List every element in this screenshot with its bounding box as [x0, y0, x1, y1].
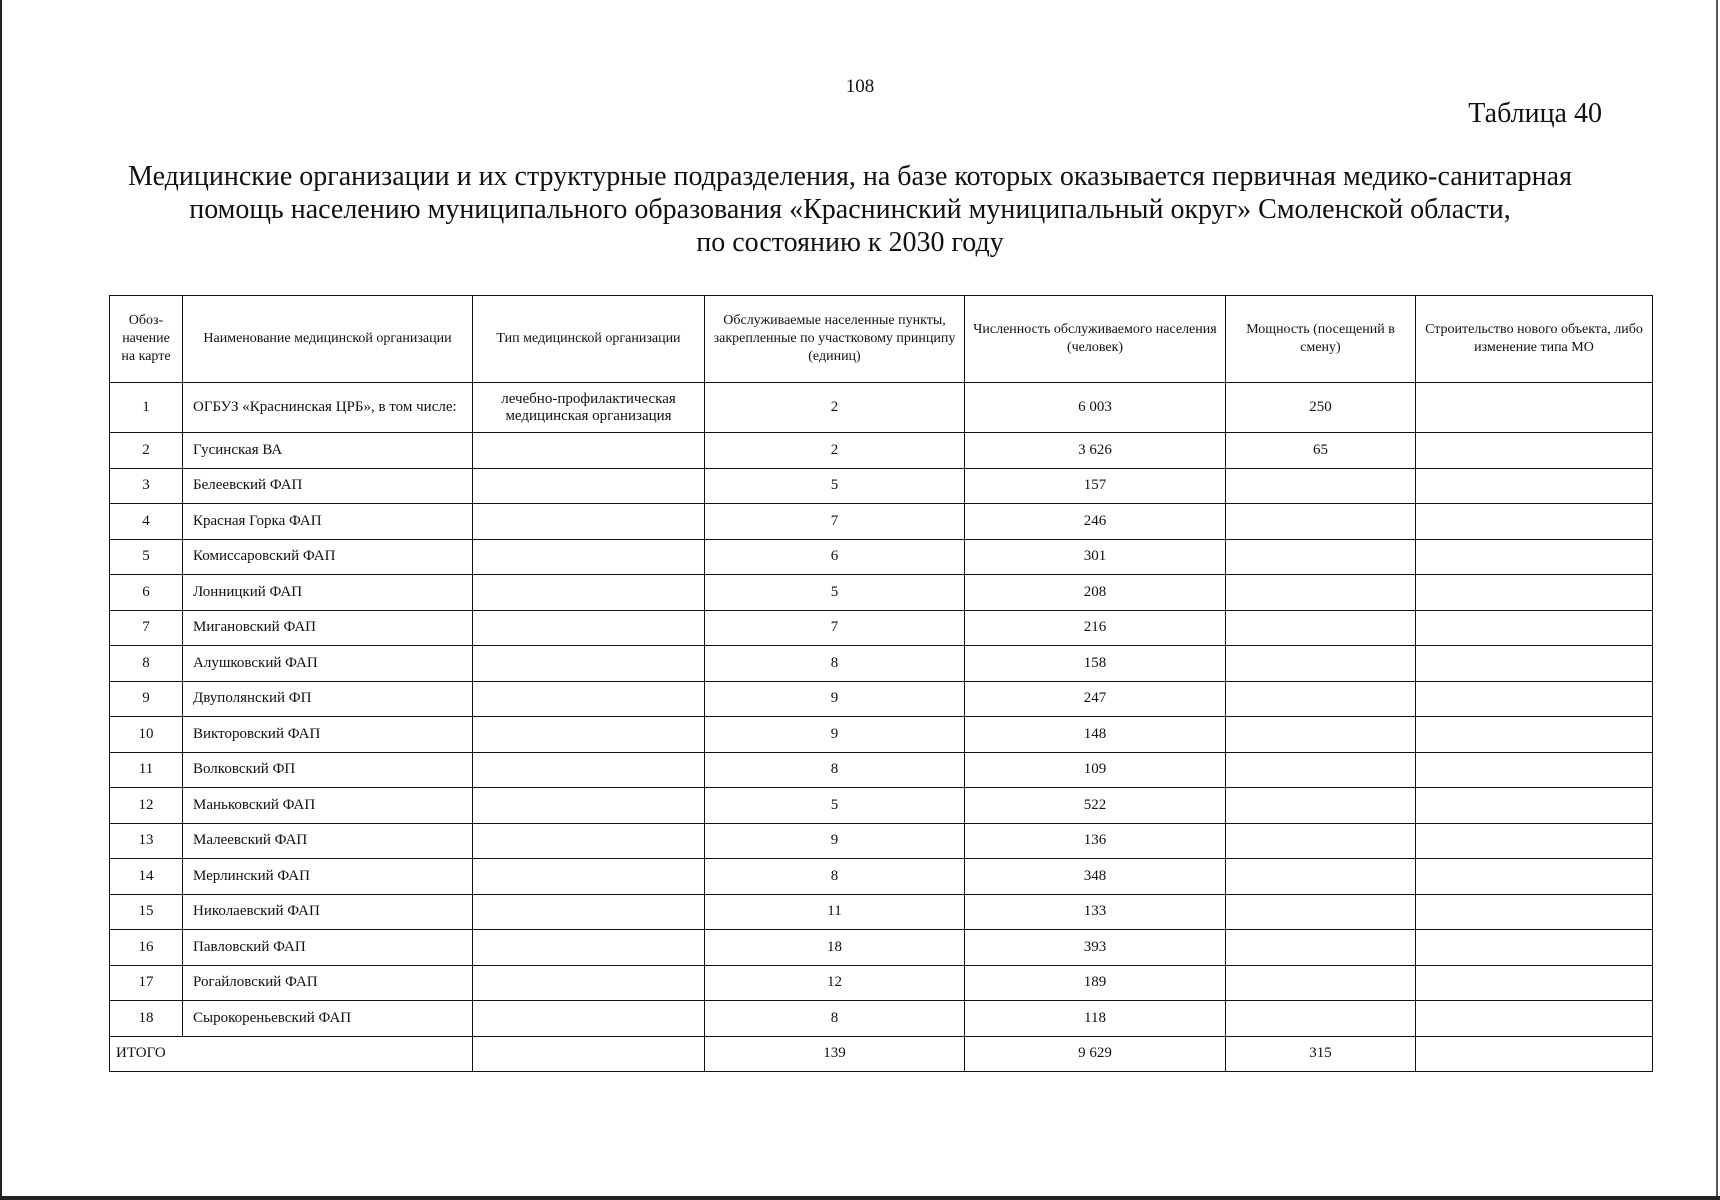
table-label: Таблица 40	[1468, 98, 1602, 129]
row-organization-type	[473, 859, 705, 895]
row-capacity	[1226, 859, 1416, 895]
row-organization-name: Миган​овский ФАП	[183, 610, 473, 646]
table-total-row	[110, 1036, 1653, 1072]
row-construction	[1416, 752, 1653, 788]
table-row	[110, 859, 1653, 895]
row-organization-name: ОГБУЗ «Краснинская ЦРБ», в том числе:	[183, 383, 473, 433]
table-row	[110, 717, 1653, 753]
row-capacity: 65	[1226, 433, 1416, 469]
row-capacity	[1226, 539, 1416, 575]
row-number: 6	[110, 575, 183, 611]
row-capacity	[1226, 717, 1416, 753]
row-served-settlements: 12	[705, 965, 965, 1001]
row-construction	[1416, 575, 1653, 611]
row-organization-name: Лонницкий ФАП	[183, 575, 473, 611]
row-capacity	[1226, 610, 1416, 646]
row-organization-name: Красная Горка ФАП	[183, 504, 473, 540]
row-capacity	[1226, 752, 1416, 788]
table-row	[110, 575, 1653, 611]
row-number: 14	[110, 859, 183, 895]
table-row	[110, 383, 1653, 433]
row-capacity	[1226, 788, 1416, 824]
row-number: 8	[110, 646, 183, 682]
row-served-population: 216	[965, 610, 1226, 646]
row-organization-name: Комиссаровский ФАП	[183, 539, 473, 575]
row-organization-name: Двуполянский ФП	[183, 681, 473, 717]
row-organization-type	[473, 930, 705, 966]
row-organization-name: Волковский ФП	[183, 752, 473, 788]
row-construction	[1416, 859, 1653, 895]
row-construction	[1416, 504, 1653, 540]
row-organization-type	[473, 646, 705, 682]
row-capacity	[1226, 823, 1416, 859]
row-organization-name: Рогайловский ФАП	[183, 965, 473, 1001]
header-served-settlements: Обслуживаемые населенные пункты, закрепленные по участковому принципу (единиц)	[705, 296, 965, 383]
total-capacity: 315	[1226, 1036, 1416, 1072]
row-organization-type	[473, 433, 705, 469]
row-served-settlements: 18	[705, 930, 965, 966]
row-construction	[1416, 610, 1653, 646]
row-served-population: 246	[965, 504, 1226, 540]
row-construction	[1416, 681, 1653, 717]
row-construction	[1416, 965, 1653, 1001]
row-number: 17	[110, 965, 183, 1001]
table-row	[110, 433, 1653, 469]
row-number: 13	[110, 823, 183, 859]
row-served-population: 247	[965, 681, 1226, 717]
table-row	[110, 930, 1653, 966]
row-organization-type	[473, 965, 705, 1001]
row-number: 18	[110, 1001, 183, 1037]
row-served-population: 208	[965, 575, 1226, 611]
row-organization-name: Павловский ФАП	[183, 930, 473, 966]
table-header-row	[110, 296, 1653, 383]
scan-edge-left	[0, 0, 2, 1200]
medical-organizations-table	[109, 295, 1653, 1072]
row-organization-name: Николаевский ФАП	[183, 894, 473, 930]
scan-edge-bottom	[0, 1196, 1720, 1200]
row-construction	[1416, 539, 1653, 575]
row-capacity	[1226, 646, 1416, 682]
row-organization-type	[473, 610, 705, 646]
row-construction	[1416, 646, 1653, 682]
row-construction	[1416, 1001, 1653, 1037]
table-row	[110, 894, 1653, 930]
row-capacity	[1226, 504, 1416, 540]
row-organization-type	[473, 752, 705, 788]
table-row	[110, 681, 1653, 717]
row-organization-name: Мерлинский ФАП	[183, 859, 473, 895]
row-organization-type	[473, 504, 705, 540]
row-organization-type	[473, 681, 705, 717]
row-served-population: 348	[965, 859, 1226, 895]
row-construction	[1416, 383, 1653, 433]
row-served-population: 133	[965, 894, 1226, 930]
row-number: 2	[110, 433, 183, 469]
row-number: 11	[110, 752, 183, 788]
row-organization-name: Викторовский ФАП	[183, 717, 473, 753]
total-population: 9 629	[965, 1036, 1226, 1072]
row-number: 7	[110, 610, 183, 646]
row-served-settlements: 5	[705, 468, 965, 504]
row-number: 12	[110, 788, 183, 824]
row-served-settlements: 9	[705, 717, 965, 753]
row-construction	[1416, 717, 1653, 753]
row-served-settlements: 5	[705, 788, 965, 824]
row-organization-type	[473, 894, 705, 930]
row-capacity	[1226, 1001, 1416, 1037]
row-capacity	[1226, 468, 1416, 504]
row-served-population: 158	[965, 646, 1226, 682]
total-construction	[1416, 1036, 1653, 1072]
row-organization-type	[473, 717, 705, 753]
row-served-settlements: 2	[705, 383, 965, 433]
row-served-population: 393	[965, 930, 1226, 966]
row-capacity	[1226, 930, 1416, 966]
row-construction	[1416, 468, 1653, 504]
row-served-settlements: 8	[705, 752, 965, 788]
table-body	[110, 383, 1653, 1037]
title-line-1: Медицинские организации и их структурные подразделения, на базе которых оказывается первичная медико-санитарная	[128, 161, 1572, 192]
row-organization-name: Гусинская ВА	[183, 433, 473, 469]
title-line-3: по состоянию к 2030 году	[696, 227, 1004, 258]
row-served-population: 148	[965, 717, 1226, 753]
row-served-population: 157	[965, 468, 1226, 504]
row-served-settlements: 7	[705, 610, 965, 646]
row-served-population: 109	[965, 752, 1226, 788]
row-construction	[1416, 823, 1653, 859]
row-served-population: 136	[965, 823, 1226, 859]
header-organization-name: Наименование медицинской организации	[183, 296, 473, 383]
row-served-settlements: 8	[705, 1001, 965, 1037]
table-row	[110, 823, 1653, 859]
table-row	[110, 610, 1653, 646]
row-organization-type	[473, 1001, 705, 1037]
header-served-population: Численность обслуживаемого населения (человек)	[965, 296, 1226, 383]
row-organization-type	[473, 823, 705, 859]
total-type	[473, 1036, 705, 1072]
row-organization-type	[473, 788, 705, 824]
row-organization-name: Маньковский ФАП	[183, 788, 473, 824]
document-title	[100, 160, 1600, 259]
row-organization-type: лечебно-профилактическая медицинская организация	[473, 383, 705, 433]
table-row	[110, 646, 1653, 682]
row-organization-type	[473, 575, 705, 611]
row-organization-name: Белеевский ФАП	[183, 468, 473, 504]
row-served-settlements: 8	[705, 646, 965, 682]
table-row	[110, 965, 1653, 1001]
row-number: 9	[110, 681, 183, 717]
header-map-designation: Обоз-начение на карте	[110, 296, 183, 383]
row-served-settlements: 8	[705, 859, 965, 895]
row-organization-name: Сырокореньевский ФАП	[183, 1001, 473, 1037]
row-served-population: 522	[965, 788, 1226, 824]
row-served-settlements: 7	[705, 504, 965, 540]
table-row	[110, 468, 1653, 504]
row-organization-name: Алушковский ФАП	[183, 646, 473, 682]
header-organization-type: Тип медицинской организации	[473, 296, 705, 383]
title-line-2: помощь населению муниципального образования «Краснинский муниципальный округ» Смоленской области,	[189, 194, 1511, 225]
scan-edge-right	[1716, 0, 1718, 1196]
row-served-settlements: 9	[705, 823, 965, 859]
row-served-population: 301	[965, 539, 1226, 575]
row-capacity: 250	[1226, 383, 1416, 433]
row-organization-type	[473, 539, 705, 575]
table-row	[110, 504, 1653, 540]
row-construction	[1416, 788, 1653, 824]
row-construction	[1416, 930, 1653, 966]
table-row	[110, 788, 1653, 824]
row-construction	[1416, 433, 1653, 469]
row-served-population: 189	[965, 965, 1226, 1001]
row-served-population: 6 003	[965, 383, 1226, 433]
row-number: 3	[110, 468, 183, 504]
row-number: 15	[110, 894, 183, 930]
row-served-population: 3 626	[965, 433, 1226, 469]
row-served-settlements: 5	[705, 575, 965, 611]
row-number: 10	[110, 717, 183, 753]
table-row	[110, 1001, 1653, 1037]
row-capacity	[1226, 575, 1416, 611]
page-number: 108	[845, 76, 875, 97]
row-construction	[1416, 894, 1653, 930]
table-row	[110, 752, 1653, 788]
row-number: 16	[110, 930, 183, 966]
row-served-settlements: 11	[705, 894, 965, 930]
row-capacity	[1226, 681, 1416, 717]
table-row	[110, 539, 1653, 575]
row-served-population: 118	[965, 1001, 1226, 1037]
row-number: 4	[110, 504, 183, 540]
header-construction: Строительство нового объекта, либо изменение типа МО	[1416, 296, 1653, 383]
row-capacity	[1226, 965, 1416, 1001]
row-number: 1	[110, 383, 183, 433]
row-served-settlements: 6	[705, 539, 965, 575]
row-organization-type	[473, 468, 705, 504]
row-capacity	[1226, 894, 1416, 930]
total-label: ИТОГО	[110, 1036, 473, 1072]
header-capacity: Мощность (посещений в смену)	[1226, 296, 1416, 383]
row-served-settlements: 2	[705, 433, 965, 469]
row-served-settlements: 9	[705, 681, 965, 717]
row-organization-name: Малеевский ФАП	[183, 823, 473, 859]
row-number: 5	[110, 539, 183, 575]
total-points: 139	[705, 1036, 965, 1072]
